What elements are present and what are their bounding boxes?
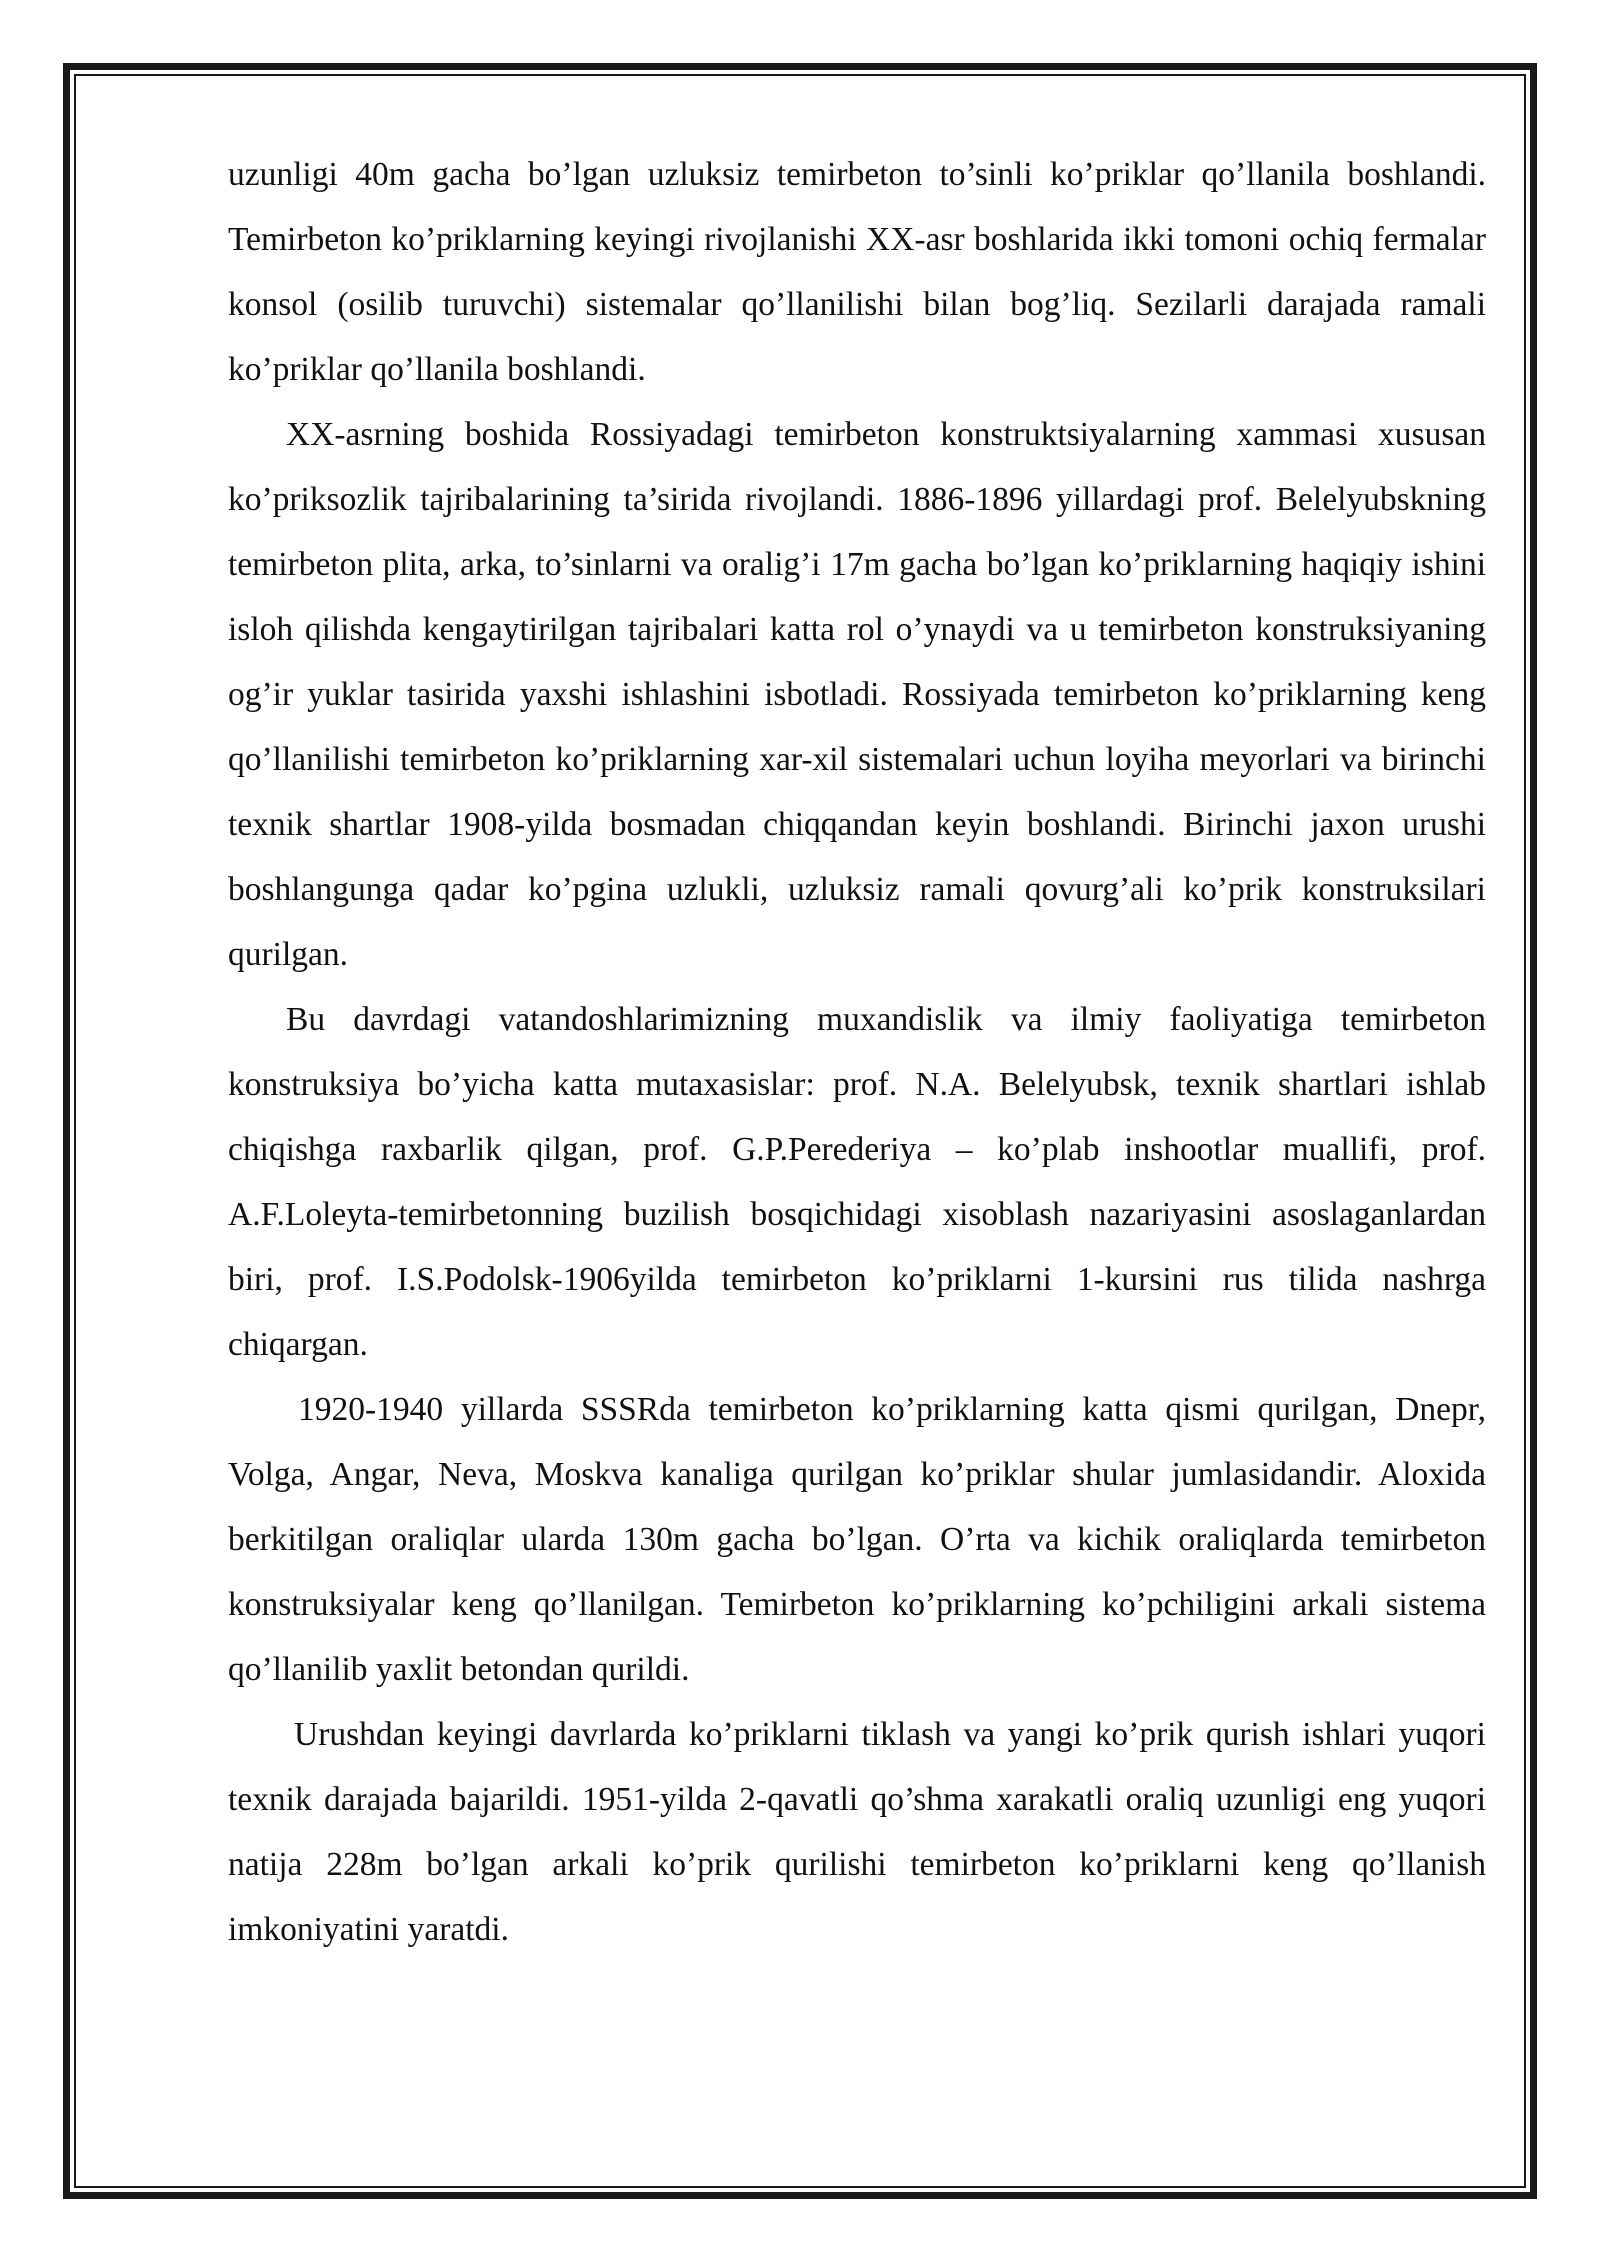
paragraph-5: Urushdan keyingi davrlarda ko’priklarni tiklash va yangi ko’prik qurish ishlari yuqori texnik darajada bajarildi. 1951-yilda 2-qavatli qo’shma xarakatli oraliq uzunligi eng yuqori natija 228m bo’lgan arkali ko’prik qurilishi temirbeton ko’priklarni keng qo’llanish imkoniyatini yaratdi. [228,1716,1486,1948]
paragraph-3: Bu davrdagi vatandoshlarimizning muxandislik va ilmiy faoliyatiga temirbeton konstruksiya bo’yicha katta mutaxasislar: prof. N.A. Belelyubsk, texnik shartlari ishlab chiqishga raxbarlik qilgan, prof. G.P.Perederiya – ko’plab inshootlar muallifi, prof. A.F.Loleyta-temirbetonning buzilish bosqichidagi xisoblash nazariyasini asoslaganlardan biri, prof. I.S.Podolsk-1906yilda temirbeton ko’priklarni 1-kursini rus tilida nashrga chiqargan. [228,1001,1486,1363]
paragraph-1: uzunligi 40m gacha bo’lgan uzluksiz temirbeton to’sinli ko’priklar qo’llanila boshlandi. Temirbeton ko’priklarning keyingi rivojlanishi XX-asr boshlarida ikki tomoni ochiq fermalar konsol (osilib turuvchi) sistemalar qo’llanilishi bilan bog’liq. Sezilarli darajada ramali ko’priklar qo’llanila boshlandi. [228,156,1486,388]
document-body [228,142,1486,1962]
paragraph-4: 1920-1940 yillarda SSSRda temirbeton ko’priklarning katta qismi qurilgan, Dnepr, Volga, Angar, Neva, Moskva kanaliga qurilgan ko’priklar shular jumlasidandir. Aloxida berkitilgan oraliqlar ularda 130m gacha bo’lgan. O’rta va kichik oraliqlarda temirbeton konstruksiyalar keng qo’llanilgan. Temirbeton ko’priklarning ko’pchiligini arkali sistema qo’llanilib yaxlit betondan qurildi. [228,1391,1486,1688]
paragraph-2: XX-asrning boshida Rossiyadagi temirbeton konstruktsiyalarning xammasi xususan ko’priksozlik tajribalarining ta’sirida rivojlandi. 1886-1896 yillardagi prof. Belelyubskning temirbeton plita, arka, to’sinlarni va oralig’i 17m gacha bo’lgan ko’priklarning haqiqiy ishini isloh qilishda kengaytirilgan tajribalari katta rol o’ynaydi va u temirbeton konstruksiyaning og’ir yuklar tasirida yaxshi ishlashini isbotladi. Rossiyada temirbeton ko’priklarning keng qo’llanilishi temirbeton ko’priklarning xar-xil sistemalari uchun loyiha meyorlari va birinchi texnik shartlar 1908-yilda bosmadan chiqqandan keyin boshlandi. Birinchi jaxon urushi boshlangunga qadar ko’pgina uzlukli, uzluksiz ramali qovurg’ali ko’prik konstruksilari qurilgan. [228,416,1486,973]
